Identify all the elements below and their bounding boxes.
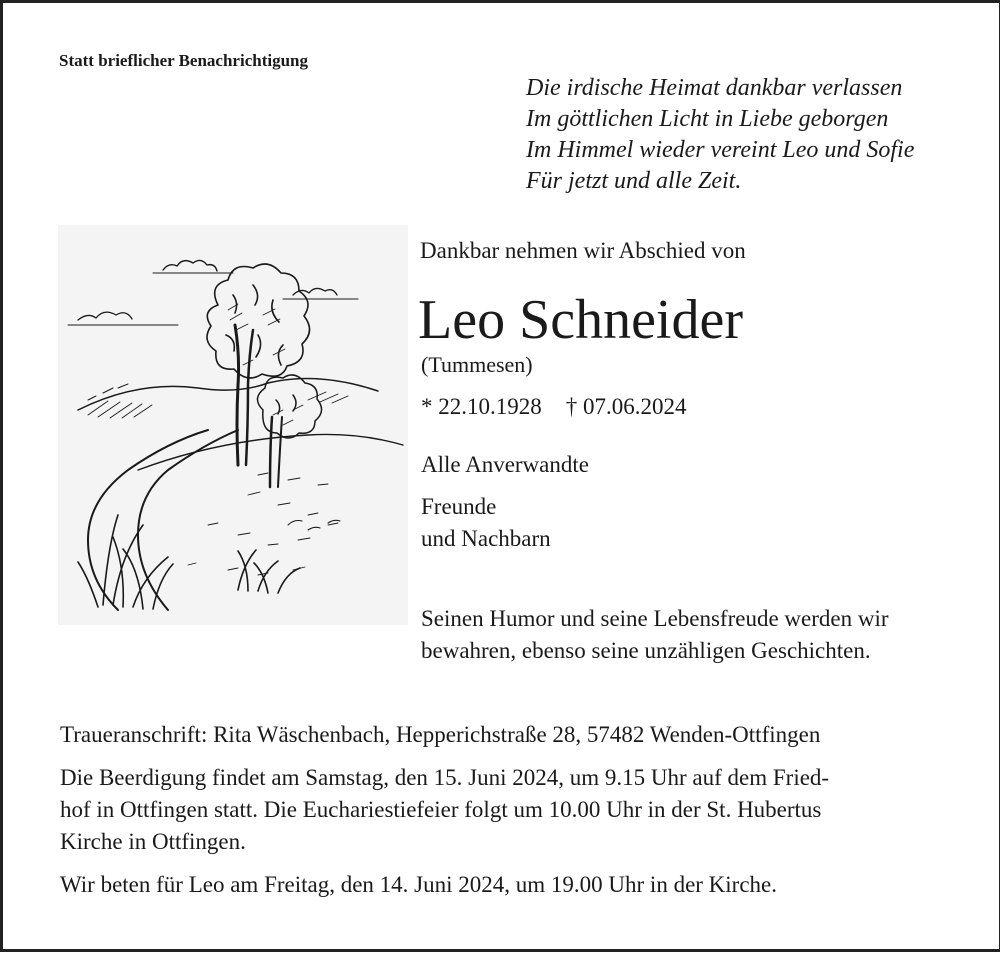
mourning-address: Traueranschrift: Rita Wäschenbach, Hepperichstraße 28, 57482 Wenden-Ottfingen — [60, 722, 821, 747]
funeral-info — [60, 762, 950, 858]
landscape-tree-drawing — [58, 225, 408, 625]
memorial-quote — [421, 603, 889, 667]
mourners — [421, 449, 589, 555]
poem — [526, 73, 914, 197]
funeral-line: hof in Ottfingen statt. Die Euchariestiefeier folgt um 10.00 Uhr in der St. Hubertus — [60, 797, 822, 822]
poem-line: Im göttlichen Licht in Liebe geborgen — [526, 106, 889, 132]
mourners-neighbours: und Nachbarn — [421, 526, 551, 551]
deceased-nickname: (Tummesen) — [421, 352, 533, 377]
deceased-name: Leo Schneider — [418, 289, 743, 351]
quote-line: bewahren, ebenso seine unzähligen Geschichten. — [421, 638, 871, 663]
farewell-intro: Dankbar nehmen wir Abschied von — [420, 238, 746, 263]
mourners-friends: Freunde — [421, 494, 497, 519]
poem-line: Die irdische Heimat dankbar verlassen — [526, 75, 903, 101]
notice-header: Statt brieflicher Benachrichtigung — [59, 51, 308, 70]
life-dates — [421, 394, 687, 420]
funeral-line: Kirche in Ottfingen. — [60, 829, 246, 854]
poem-line: Für jetzt und alle Zeit. — [526, 168, 742, 194]
prayer-info: Wir beten für Leo am Freitag, den 14. Juni 2024, um 19.00 Uhr in der Kirche. — [60, 872, 778, 897]
mourners-relatives: Alle Anverwandte — [421, 452, 589, 477]
quote-line: Seinen Humor und seine Lebensfreude werden wir — [421, 606, 889, 631]
funeral-line: Die Beerdigung findet am Samstag, den 15. Juni 2024, um 9.15 Uhr auf dem Fried- — [60, 765, 830, 790]
notice-details — [60, 719, 950, 912]
poem-line: Im Himmel wieder vereint Leo und Sofie — [526, 137, 915, 163]
death-date: † 07.06.2024 — [565, 394, 687, 419]
birth-date: * 22.10.1928 — [421, 394, 542, 419]
